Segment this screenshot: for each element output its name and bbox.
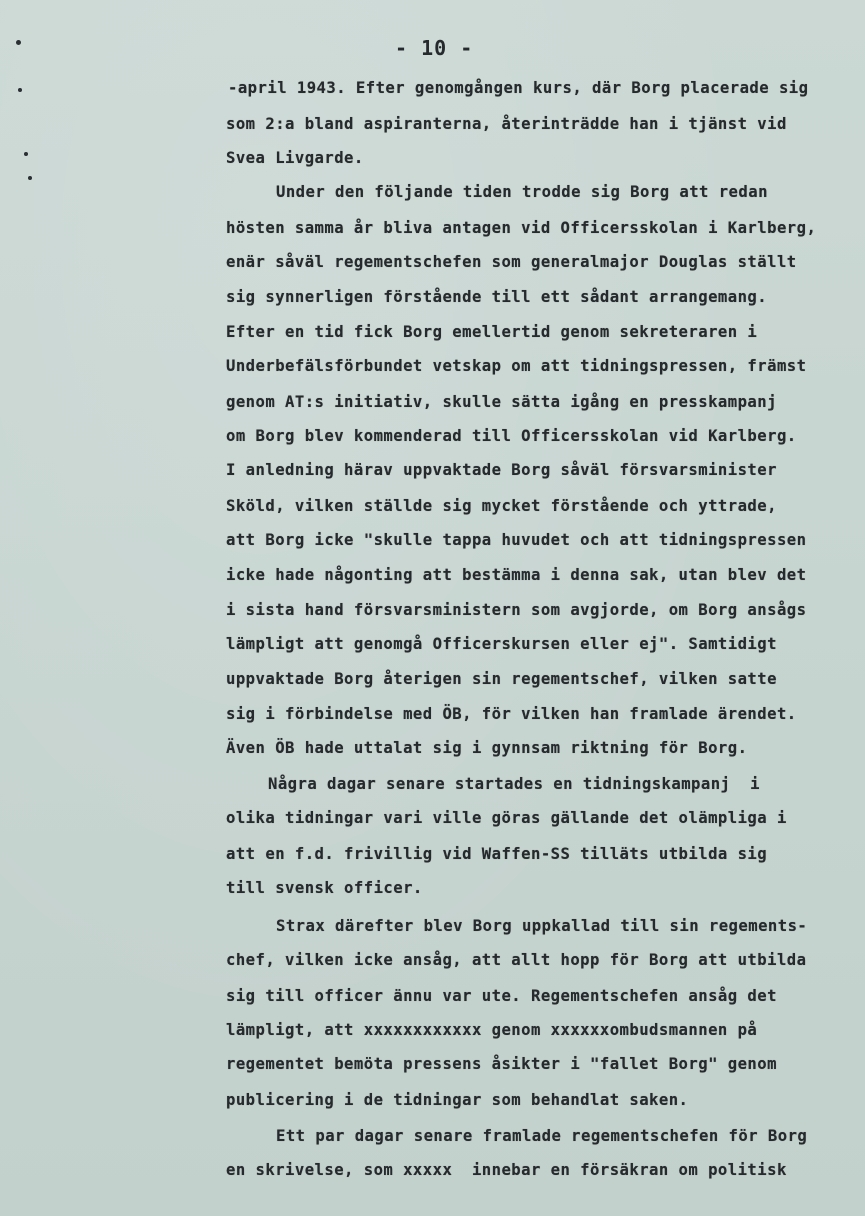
text-line: i sista hand försvarsministern som avgjorde, om Borg ansågs	[226, 601, 807, 619]
text-line: sig till officer ännu var ute. Regementschefen ansåg det	[226, 987, 777, 1005]
text-line: Svea Livgarde.	[226, 149, 364, 167]
text-line: Underbefälsförbundet vetskap om att tidningspressen, främst	[226, 357, 807, 375]
text-line: en skrivelse, som xxxxx innebar en försäkran om politisk	[226, 1161, 787, 1179]
punch-hole-mark	[28, 176, 32, 180]
text-line: publicering i de tidningar som behandlat saken.	[226, 1091, 689, 1109]
text-line: uppvaktade Borg återigen sin regementschef, vilken satte	[226, 670, 777, 688]
text-line: om Borg blev kommenderad till Officersskolan vid Karlberg.	[226, 427, 797, 445]
text-line: sig i förbindelse med ÖB, för vilken han framlade ärendet.	[226, 705, 797, 723]
text-line: Strax därefter blev Borg uppkallad till sin regements-	[276, 917, 808, 935]
text-line: att Borg icke "skulle tappa huvudet och att tidningspressen	[226, 531, 807, 549]
text-line: enär såväl regementschefen som generalmajor Douglas ställt	[226, 253, 797, 271]
page-number: - 10 -	[395, 36, 474, 60]
text-line: Ett par dagar senare framlade regementschefen för Borg	[276, 1127, 808, 1145]
text-line: sig synnerligen förstående till ett sådant arrangemang.	[226, 288, 768, 306]
text-line: -april 1943. Efter genomgången kurs, där Borg placerade sig	[228, 79, 809, 97]
text-line: regementet bemöta pressens åsikter i "fallet Borg" genom	[226, 1055, 777, 1073]
text-line: att en f.d. frivillig vid Waffen-SS tilläts utbilda sig	[226, 845, 768, 863]
text-line: lämpligt att genomgå Officerskursen eller ej". Samtidigt	[226, 635, 777, 653]
text-line: hösten samma år bliva antagen vid Officersskolan i Karlberg,	[226, 219, 817, 237]
text-line: I anledning härav uppvaktade Borg såväl försvarsminister	[226, 461, 777, 479]
text-line: chef, vilken icke ansåg, att allt hopp för Borg att utbilda	[226, 951, 807, 969]
punch-hole-mark	[16, 40, 21, 45]
text-line: Även ÖB hade uttalat sig i gynnsam riktning för Borg.	[226, 739, 748, 757]
punch-hole-mark	[18, 88, 22, 92]
text-line: till svensk officer.	[226, 879, 423, 897]
text-line: icke hade någonting att bestämma i denna sak, utan blev det	[226, 566, 807, 584]
text-line: Under den följande tiden trodde sig Borg att redan	[276, 183, 768, 201]
text-line: Efter en tid fick Borg emellertid genom sekreteraren i	[226, 323, 758, 341]
text-line: Några dagar senare startades en tidningskampanj i	[268, 775, 760, 793]
text-line: genom AT:s initiativ, skulle sätta igång en presskampanj	[226, 393, 777, 411]
text-line: lämpligt, att xxxxxxxxxxxx genom xxxxxxombudsmannen på	[226, 1021, 758, 1039]
text-line: som 2:a bland aspiranterna, återinträdde han i tjänst vid	[226, 115, 787, 133]
text-line: Sköld, vilken ställde sig mycket förstående och yttrade,	[226, 497, 777, 515]
punch-hole-mark	[24, 152, 28, 156]
text-line: olika tidningar vari ville göras gällande det olämpliga i	[226, 809, 787, 827]
